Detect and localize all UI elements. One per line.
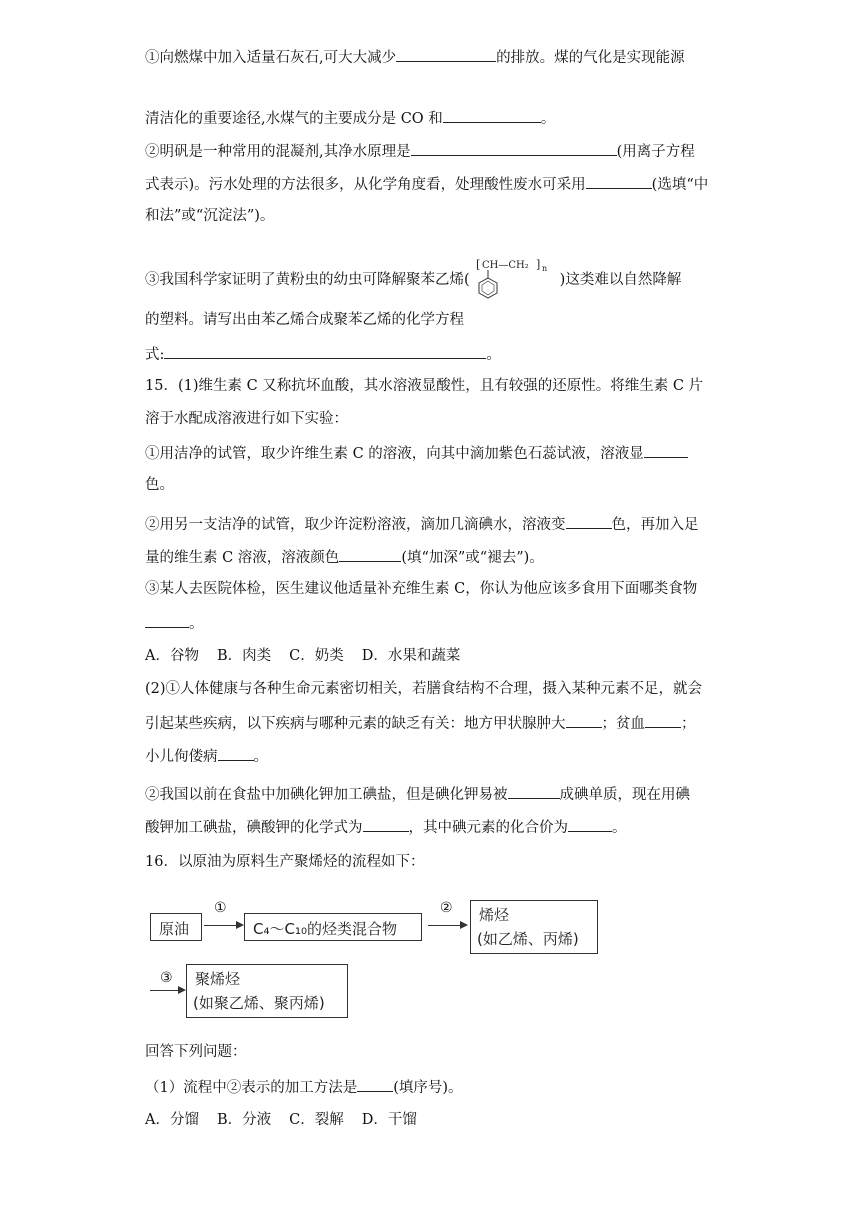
answer-blank[interactable] <box>339 545 401 562</box>
arrow-icon <box>428 925 466 926</box>
svg-text:[: [ <box>475 258 480 271</box>
option-a[interactable]: A．谷物 <box>145 648 199 664</box>
answer-blank[interactable] <box>357 1075 393 1092</box>
option-a[interactable]: A．分馏 <box>145 1112 199 1128</box>
arrow-icon <box>204 925 242 926</box>
flow-box-crude-oil: 原油 <box>150 913 202 941</box>
answer-blank[interactable] <box>586 172 652 189</box>
q15-line-6: 量的维生素 C 溶液，溶液颜色 (填“加深”或“褪去”)。 <box>145 545 544 569</box>
q14-line-4: 式表示)。污水处理的方法很多，从化学角度看，处理酸性废水可采用 (选填“中 <box>145 172 708 196</box>
flow-box-polyolefins: 聚烯烃 (如聚乙烯、聚丙烯) <box>186 964 348 1018</box>
flow-box-hydrocarbon-mixture: C₄～C₁₀的烃类混合物 <box>244 913 422 941</box>
q15-line-8: 。 <box>145 611 204 635</box>
flow-box-olefins: 烯烃 (如乙烯、丙烯) <box>470 900 598 954</box>
q15-line-1: 15．(1)维生素 C 又称抗坏血酸，其水溶液显酸性，且有较强的还原性。将维生素 C 片 <box>145 378 704 394</box>
arrow-icon <box>150 990 184 991</box>
q16-line-3: （1）流程中②表示的加工方法是 (填序号)。 <box>145 1075 463 1099</box>
q16-line-2: 回答下列问题： <box>145 1044 247 1060</box>
answer-blank[interactable] <box>566 512 612 529</box>
answer-blank[interactable] <box>411 139 617 156</box>
q14-line-6: ③我国科学家证明了黄粉虫的幼虫可降解聚苯乙烯( [ CH—CH₂ ] n )这类难以自然降解 <box>145 258 681 302</box>
q15-line-9: (2)①人体健康与各种生命元素密切相关，若膳食结构不合理，摄入某种元素不足，就会 <box>145 681 703 697</box>
option-b[interactable]: B．分液 <box>216 1112 272 1128</box>
answer-blank[interactable] <box>508 782 560 799</box>
q15-line-13: 酸钾加工碘盐，碘酸钾的化学式为 ，其中碘元素的化合价为 。 <box>145 815 627 839</box>
step-2-label: ② <box>440 900 453 916</box>
q15-line-3: ①用洁净的试管，取少许维生素 C 的溶液，向其中滴加紫色石蕊试液，溶液显 <box>145 441 688 465</box>
svg-text:]: ] <box>535 258 540 271</box>
answer-blank[interactable] <box>645 711 681 728</box>
option-d[interactable]: D．干馏 <box>361 1112 417 1128</box>
option-c[interactable]: C．奶类 <box>289 648 344 664</box>
answer-blank[interactable] <box>566 711 602 728</box>
q16-options <box>145 1109 435 1131</box>
answer-blank[interactable] <box>443 106 541 123</box>
answer-blank[interactable] <box>164 342 486 359</box>
q14-line-7: 的塑料。请写出由苯乙烯合成聚苯乙烯的化学方程 <box>145 312 464 328</box>
step-1-label: ① <box>214 900 227 916</box>
q15-line-11: 小儿佝偻病 。 <box>145 744 268 768</box>
option-c[interactable]: C．裂解 <box>289 1112 344 1128</box>
q14-line-8: 式: 。 <box>145 342 501 366</box>
answer-blank[interactable] <box>568 815 612 832</box>
svg-text:CH—CH₂: CH—CH₂ <box>481 260 529 271</box>
q15-line-7: ③某人去医院体检，医生建议他适量补充维生素 C，你认为他应该多食用下面哪类食物 <box>145 581 698 597</box>
q16-line-1: 16．以原油为原料生产聚烯烃的流程如下： <box>145 854 425 870</box>
q14-line-2: 清洁化的重要途径,水煤气的主要成分是 CO 和 。 <box>145 106 555 130</box>
answer-blank[interactable] <box>644 441 688 458</box>
q14-line-5: 和法”或“沉淀法”)。 <box>145 208 275 224</box>
option-d[interactable]: D．水果和蔬菜 <box>361 648 461 664</box>
q15-options <box>145 645 478 667</box>
q15-line-2: 溶于水配成溶液进行如下实验： <box>145 411 348 427</box>
q15-line-4: 色。 <box>145 477 174 493</box>
svg-text:n: n <box>541 264 547 273</box>
q15-line-5: ②用另一支洁净的试管，取少许淀粉溶液，滴加几滴碘水，溶液变 色，再加入足 <box>145 512 699 536</box>
option-b[interactable]: B．肉类 <box>216 648 272 664</box>
answer-blank[interactable] <box>363 815 409 832</box>
answer-blank[interactable] <box>145 611 189 628</box>
q14-line-3: ②明矾是一种常用的混凝剂,其净水原理是 (用离子方程 <box>145 139 695 163</box>
q15-line-12: ②我国以前在食盐中加碘化钾加工碘盐，但是碘化钾易被 成碘单质，现在用碘 <box>145 782 690 806</box>
step-3-label: ③ <box>160 970 173 986</box>
q14-line-1: ①向燃煤中加入适量石灰石,可大大减少 的排放。煤的气化是实现能源 <box>145 45 685 69</box>
answer-blank[interactable] <box>396 45 496 62</box>
polystyrene-structure <box>472 258 558 302</box>
q15-line-10: 引起某些疾病，以下疾病与哪种元素的缺乏有关：地方甲状腺肿大 ；贫血 ； <box>145 711 696 735</box>
answer-blank[interactable] <box>218 744 254 761</box>
